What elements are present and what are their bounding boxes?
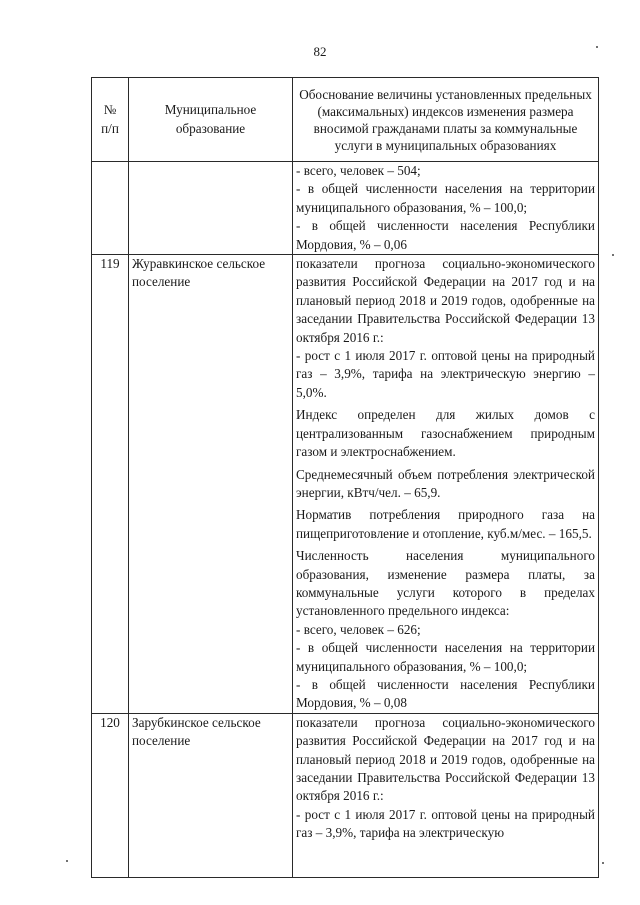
paragraph: показатели прогноза социально-экономического развития Российской Федерации на 2017 год и на плановый период 2018 и 2019 годов, одобренные на заседании Правительства Российской Федерации 13 октября 2016 г.: xyxy=(296,714,595,804)
paragraph: Среднемесячный объем потребления электрической энергии, кВтч/чел. – 65,9. xyxy=(296,466,595,500)
table-row xyxy=(92,255,599,714)
scan-speck xyxy=(66,860,68,862)
cell-municipality xyxy=(129,162,293,255)
justification-text xyxy=(293,713,599,877)
paragraph: - в общей численности населения Республики Мордовия, % – 0,06 xyxy=(296,218,595,252)
municipality-name: Журавкинское сельское поселение xyxy=(129,255,293,714)
paragraph: - всего, человек – 504; xyxy=(296,163,421,178)
table-row-continuation xyxy=(92,162,599,255)
paragraph: - рост с 1 июля 2017 г. оптовой цены на природный газ – 3,9%, тарифа на электрическую xyxy=(296,806,595,841)
row-number: 119 xyxy=(92,255,129,714)
paragraph: - в общей численности населения Республики Мордовия, % – 0,08 xyxy=(296,676,595,711)
header-number: № п/п xyxy=(92,78,129,162)
cell-number xyxy=(92,162,129,255)
cell-justification xyxy=(293,162,599,255)
paragraph: показатели прогноза социально-экономического развития Российской Федерации на 2017 год и на плановый период 2018 и 2019 годов, одобренные на заседании Правительства Российской Федерации 13 октября 2016 г.: xyxy=(296,256,595,345)
scan-speck xyxy=(596,46,598,48)
paragraph: - всего, человек – 626; xyxy=(296,621,421,637)
paragraph: - в общей численности населения на территории муниципального образования, % – 100,0; xyxy=(296,181,595,215)
paragraph: - рост с 1 июля 2017 г. оптовой цены на природный газ – 3,9%, тарифа на электрическую энергию – 5,0%. xyxy=(296,348,595,400)
table-header-row xyxy=(92,78,599,162)
row-number: 120 xyxy=(92,713,129,877)
indices-table xyxy=(91,77,599,878)
paragraph: Численность населения муниципального образования, изменение размера платы, за коммунальные услуги которого в пределах установленного предельного индекса: xyxy=(296,548,595,619)
table-row xyxy=(92,713,599,877)
header-justification: Обоснование величины установленных предельных (максимальных) индексов изменения размера вносимой гражданами платы за коммунальные услуги в муниципальных образованиях xyxy=(293,78,599,162)
paragraph: Норматив потребления природного газа на пищеприготовление и отопление, куб.м/мес. – 165,5. xyxy=(296,507,595,541)
scan-speck xyxy=(612,254,614,256)
header-municipality: Муниципальное образование xyxy=(129,78,293,162)
paragraph: Индекс определен для жилых домов с централизованным газоснабжением природным газом и электроснабжением. xyxy=(296,407,595,460)
page-number: 82 xyxy=(313,44,327,59)
municipality-name: Зарубкинское сельское поселение xyxy=(129,713,293,877)
scan-speck xyxy=(602,862,604,864)
justification-text xyxy=(293,255,599,714)
paragraph: - в общей численности населения на территории муниципального образования, % – 100,0; xyxy=(296,640,595,674)
